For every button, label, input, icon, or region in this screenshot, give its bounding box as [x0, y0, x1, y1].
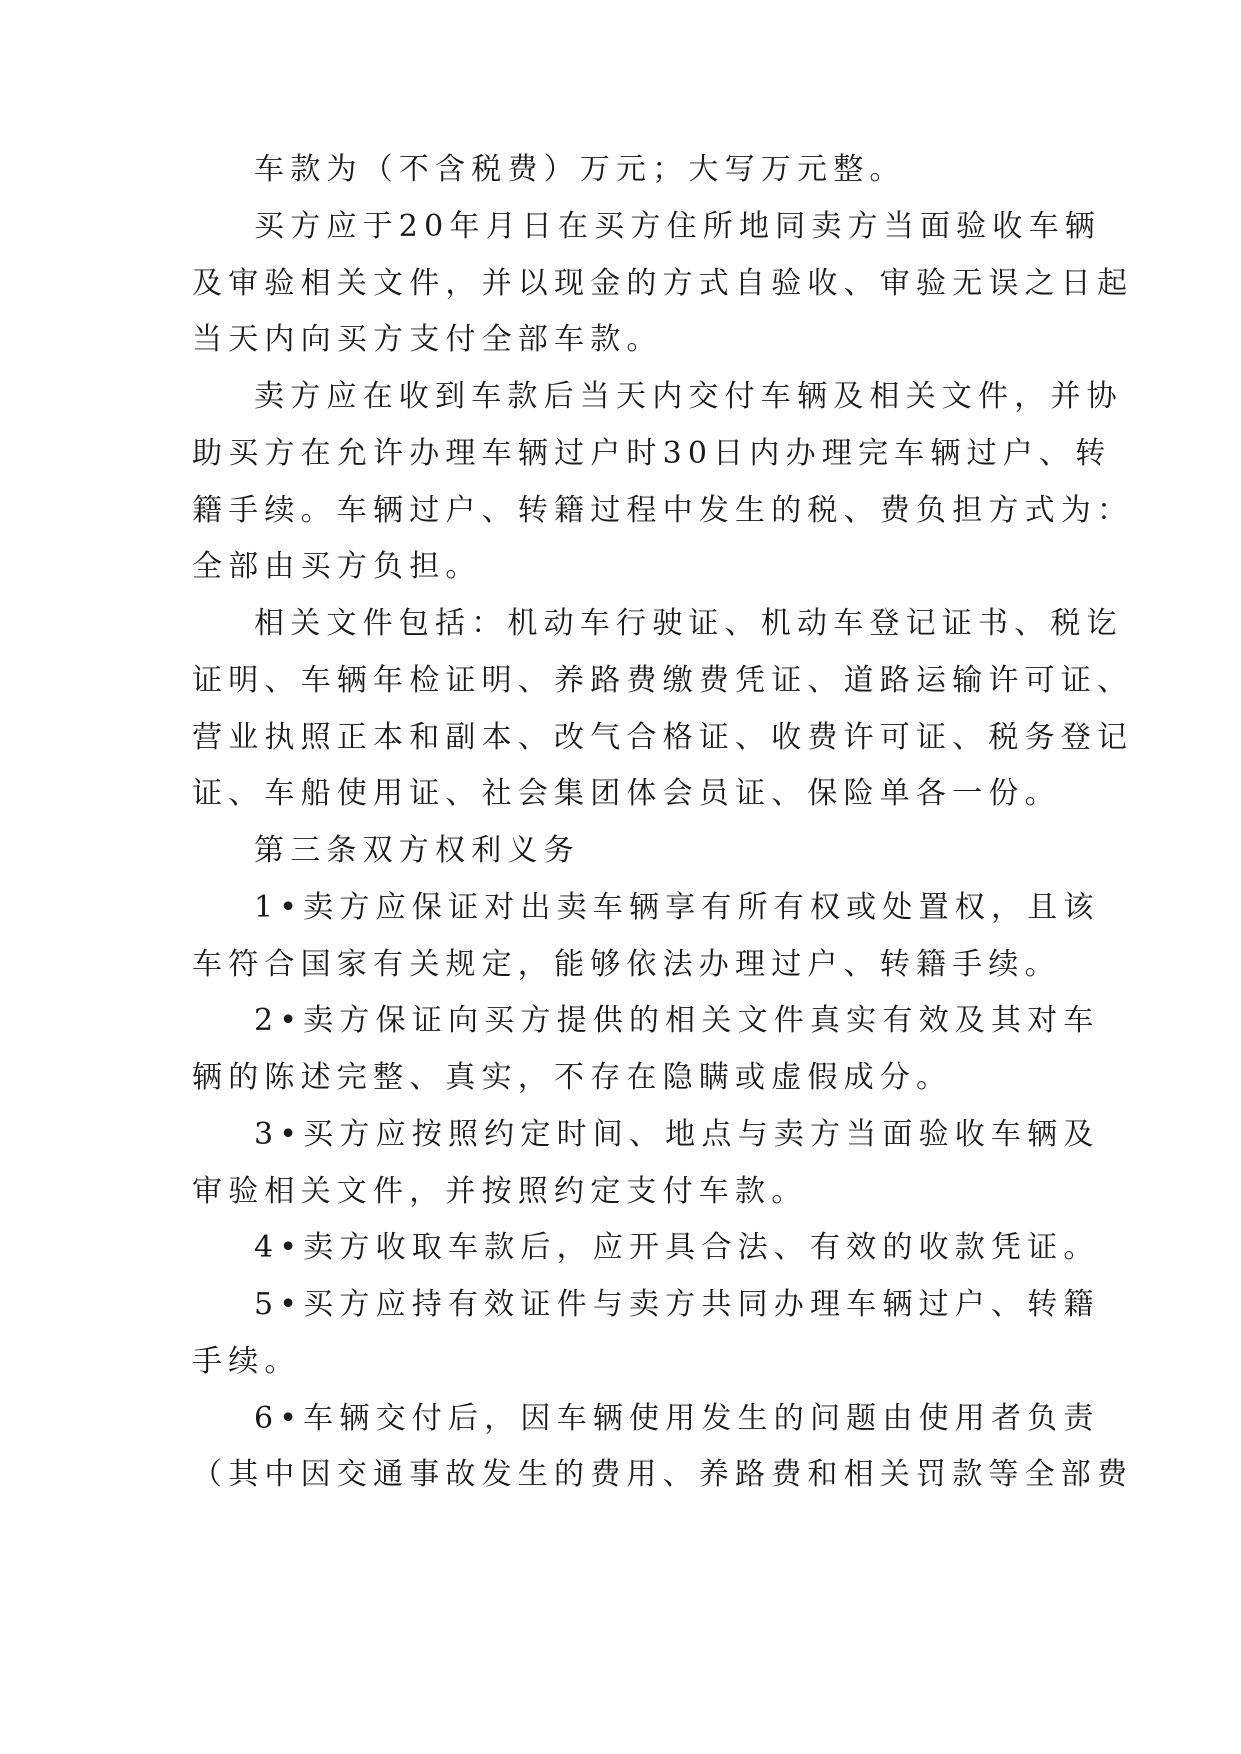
clause-line: 审验相关文件，并按照约定支付车款。 — [192, 1174, 808, 1209]
clause-line: 1•卖方应保证对出卖车辆享有所有权或处置权，且该 — [254, 890, 1100, 925]
clause-line: 3•买方应按照约定时间、地点与卖方当面验收车辆及 — [254, 1117, 1100, 1152]
clause-line: 手续。 — [192, 1344, 301, 1379]
paragraph-line: 相关文件包括：机动车行驶证、机动车登记证书、税讫 — [254, 606, 1123, 641]
paragraph-line: 证、车船使用证、社会集团体会员证、保险单各一份。 — [192, 776, 1061, 811]
paragraph-line: 证明、车辆年检证明、养路费缴费凭证、道路运输许可证、 — [192, 663, 1134, 698]
paragraph-line: 卖方应在收到车款后当天内交付车辆及相关文件，并协 — [254, 379, 1123, 414]
paragraph-line: 及审验相关文件，并以现金的方式自验收、审验无误之日起 — [192, 266, 1134, 301]
paragraph-line: 助买方在允许办理车辆过户时30日内办理完车辆过户、转 — [192, 436, 1112, 471]
clause-line: 2•卖方保证向买方提供的相关文件真实有效及其对车 — [254, 1003, 1100, 1038]
paragraph-line: 营业执照正本和副本、改气合格证、收费许可证、税务登记 — [192, 720, 1134, 755]
paragraph-line: 籍手续。车辆过户、转籍过程中发生的税、费负担方式为： — [192, 493, 1134, 528]
paragraph-line: 买方应于20年月日在买方住所地同卖方当面验收车辆 — [254, 209, 1101, 244]
clause-line: 车符合国家有关规定，能够依法办理过户、转籍手续。 — [192, 947, 1061, 982]
paragraph-line: 车款为（不含税费）万元；大写万元整。 — [254, 152, 906, 187]
clause-line: 辆的陈述完整、真实，不存在隐瞒或虚假成分。 — [192, 1060, 953, 1095]
clause-line: 5•买方应持有效证件与卖方共同办理车辆过户、转籍 — [254, 1287, 1100, 1322]
clause-line: （其中因交通事故发生的费用、养路费和相关罚款等全部费 — [192, 1457, 1134, 1492]
section-heading: 第三条双方权利义务 — [254, 833, 580, 868]
paragraph-line: 全部由买方负担。 — [192, 549, 482, 584]
clause-line: 4•卖方收取车款后，应开具合法、有效的收款凭证。 — [254, 1230, 1100, 1265]
paragraph-line: 当天内向买方支付全部车款。 — [192, 322, 663, 357]
clause-line: 6•车辆交付后，因车辆使用发生的问题由使用者负责 — [254, 1401, 1100, 1436]
